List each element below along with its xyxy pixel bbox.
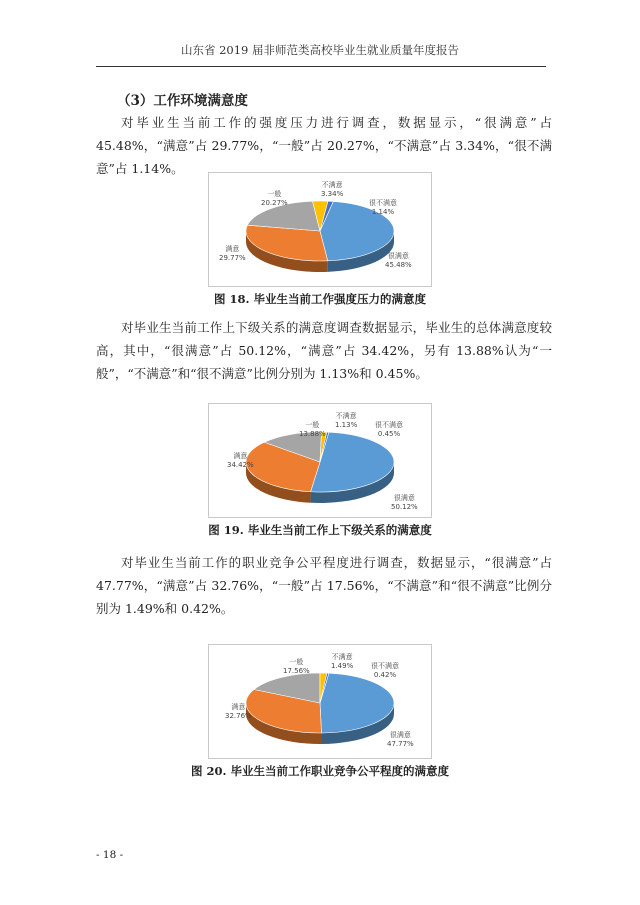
label-satisfied: 满意 34.42%: [227, 452, 254, 469]
label-dissatisfied: 不满意 1.13%: [335, 412, 358, 429]
label-satisfied: 满意 29.77%: [219, 245, 246, 262]
pie-chart-20: [208, 644, 432, 759]
running-header: 山东省 2019 届非师范类高校毕业生就业质量年度报告: [180, 43, 460, 57]
label-very-dissatisfied: 很不满意 0.42%: [371, 662, 399, 679]
label-very-dissatisfied: 很不满意 1.14%: [369, 199, 397, 216]
label-very-satisfied: 很满意 47.77%: [387, 731, 414, 748]
paragraph-2: [96, 316, 552, 385]
figure-caption-20: 图 20. 毕业生当前工作职业竞争公平程度的满意度: [190, 764, 449, 778]
section-title: （3）工作环境满意度: [117, 93, 248, 109]
label-satisfied: 满意 32.76%: [225, 703, 252, 720]
label-very-satisfied: 很满意 50.12%: [391, 494, 418, 511]
paragraph-1: [96, 111, 552, 180]
figure-caption-18: 图 18. 毕业生当前工作强度压力的满意度: [213, 292, 426, 306]
paragraph-3: [96, 551, 552, 620]
paragraph-2-text: 对毕业生当前工作上下级关系的满意度调查数据显示，毕业生的总体满意度较高，其中，“很满意”占 50.12%，“满意”占 34.42%，另有 13.88%认为“一般”，“不满意”和“很不满意”比例分别为 1.13%和 0.45%。: [96, 320, 552, 381]
label-dissatisfied: 不满意 3.34%: [321, 181, 344, 198]
page-number: - 18 -: [96, 849, 124, 861]
label-neutral: 一般 13.88%: [299, 421, 326, 438]
paragraph-1-text: 对毕业生当前工作的强度压力进行调查，数据显示，“很满意”占 45.48%，“满意”占 29.77%，“一般”占 20.27%，“不满意”占 3.34%，“很不满意”占 1.14%。: [96, 115, 552, 176]
label-dissatisfied: 不满意 1.49%: [331, 653, 354, 670]
header-rule: [96, 66, 546, 67]
pie-chart-19: [208, 403, 432, 518]
label-very-dissatisfied: 很不满意 0.45%: [375, 421, 403, 438]
paragraph-3-text: 对毕业生当前工作的职业竞争公平程度进行调查，数据显示，“很满意”占 47.77%，“满意”占 32.76%，“一般”占 17.56%，“不满意”和“很不满意”比例分别为 1.49%和 0.42%。: [96, 555, 552, 616]
figure-caption-19: 图 19. 毕业生当前工作上下级关系的满意度: [208, 523, 432, 537]
label-neutral: 一般 17.56%: [283, 658, 310, 675]
pie-chart-18: [208, 172, 432, 287]
label-very-satisfied: 很满意 45.48%: [385, 252, 412, 269]
label-neutral: 一般 20.27%: [261, 190, 288, 207]
